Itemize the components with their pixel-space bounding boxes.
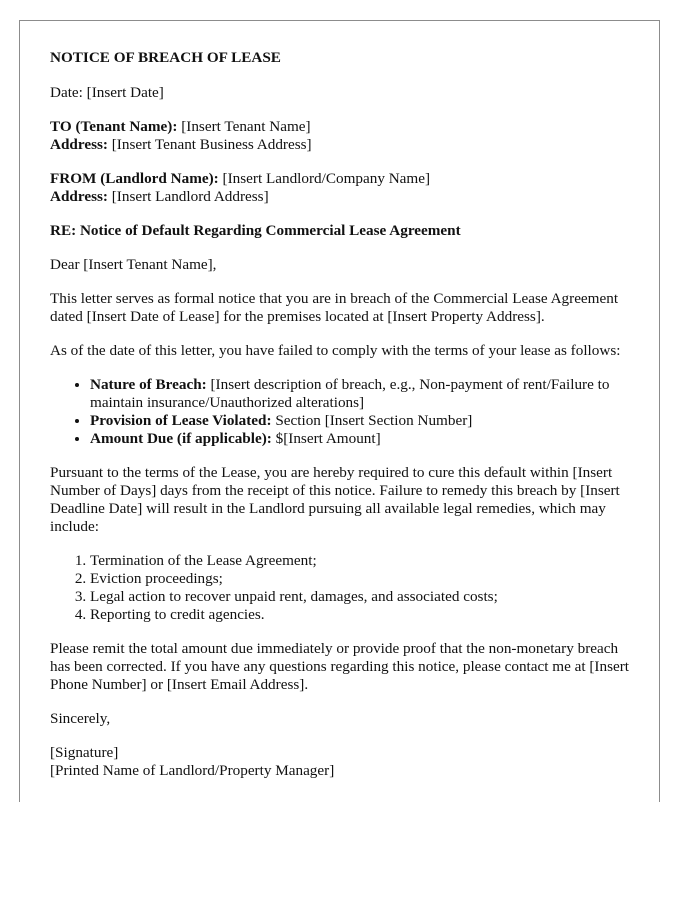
- paragraph-remit: Please remit the total amount due immediately or provide proof that the non-monetary breach has been corrected. If you have any questions regarding this notice, please contact me at [Insert Phone Number] or [Insert Email Address].: [50, 640, 630, 693]
- paragraph-intro: This letter serves as formal notice that you are in breach of the Commercial Lease Agreement dated [Insert Date of Lease] for the premises located at [Insert Property Address].: [50, 290, 619, 325]
- sender-block: [50, 170, 640, 206]
- list-item: 1. Termination of the Lease Agreement;: [90, 552, 640, 570]
- list-item: 3. Legal action to recover unpaid rent, damages, and associated costs;: [90, 588, 640, 606]
- recipient-address-label: Address:: [50, 136, 108, 153]
- closing: Sincerely,: [50, 710, 111, 727]
- provision-violated-text: Section [Insert Section Number]: [271, 412, 473, 429]
- amount-due-text: $[Insert Amount]: [271, 430, 381, 447]
- date-line: Date: [Insert Date]: [50, 84, 164, 101]
- recipient-name: [Insert Tenant Name]: [177, 118, 311, 135]
- salutation: Dear [Insert Tenant Name],: [50, 256, 217, 273]
- list-item: 4. Reporting to credit agencies.: [90, 606, 640, 624]
- provision-violated-label: Provision of Lease Violated:: [90, 412, 272, 429]
- breach-nature-label: Nature of Breach:: [90, 376, 207, 393]
- letter-body: [50, 49, 640, 780]
- document-title: NOTICE OF BREACH OF LEASE: [50, 49, 281, 66]
- list-item: [90, 376, 640, 412]
- list-item: 2. Eviction proceedings;: [90, 570, 640, 588]
- breach-details-list: [50, 376, 640, 448]
- sender-address-label: Address:: [50, 188, 108, 205]
- sender-label: FROM (Landlord Name):: [50, 170, 219, 187]
- list-item: [90, 430, 640, 448]
- breach-nature-text: [Insert description of breach, e.g., Non-payment of rent/Failure to maintain insurance/Unauthorized alterations]: [90, 376, 610, 411]
- recipient-label: TO (Tenant Name):: [50, 118, 178, 135]
- remedies-list: [50, 552, 640, 624]
- signature-block: [50, 744, 640, 780]
- sender-address: [Insert Landlord Address]: [107, 188, 269, 205]
- paragraph-cure-demand: Pursuant to the terms of the Lease, you are hereby required to cure this default within [Insert Number of Days] days from the receipt of this notice. Failure to remedy this breach by [Insert Deadline Date] will result in the Landlord pursuing all available legal remedies, which may include:: [50, 464, 620, 535]
- amount-due-label: Amount Due (if applicable):: [90, 430, 272, 447]
- signature-line: [Signature]: [50, 744, 119, 761]
- printed-name-line: [Printed Name of Landlord/Property Manager]: [50, 762, 335, 779]
- document-page: [19, 20, 660, 802]
- paragraph-failure: As of the date of this letter, you have failed to comply with the terms of your lease as follows:: [50, 342, 621, 359]
- recipient-block: [50, 118, 640, 154]
- list-item: [90, 412, 640, 430]
- recipient-address: [Insert Tenant Business Address]: [107, 136, 312, 153]
- sender-name: [Insert Landlord/Company Name]: [218, 170, 431, 187]
- subject-line: RE: Notice of Default Regarding Commercial Lease Agreement: [50, 222, 461, 239]
